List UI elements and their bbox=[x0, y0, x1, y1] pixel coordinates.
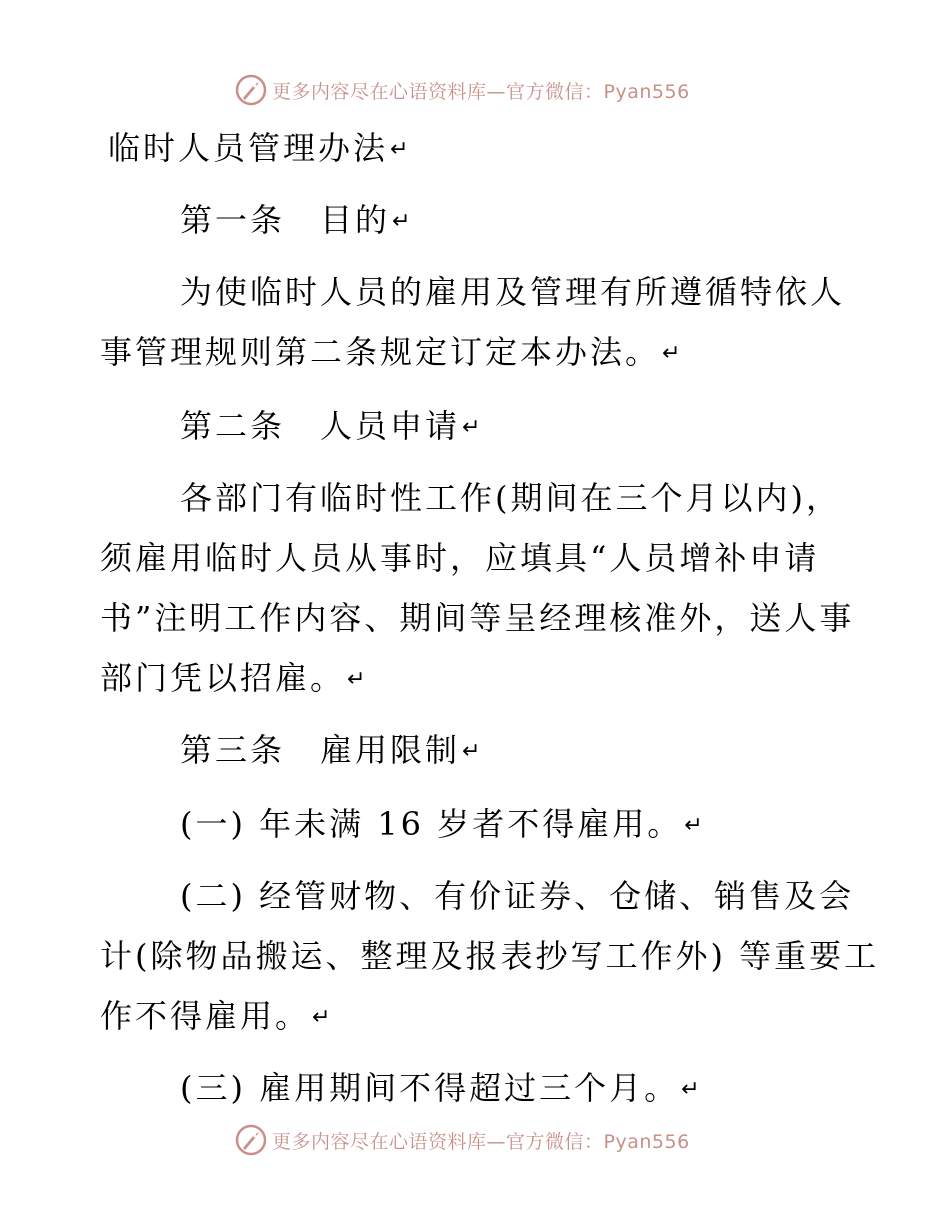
pen-nib-logo-icon bbox=[234, 1123, 268, 1157]
watermark-text: 更多内容尽在心语资料库—官方微信：Pyan556 bbox=[272, 1130, 690, 1153]
paragraph-mark-icon: ↵ bbox=[662, 341, 681, 366]
paragraph-mark-icon: ↵ bbox=[390, 137, 409, 162]
article-1-body-line: 为使临时人员的雇用及管理有所遵循特依人 bbox=[180, 273, 846, 311]
article-1-heading: 第一条 目的↵ bbox=[180, 201, 411, 239]
article-3-item-2-line: (二) 经管财物、有价证券、仓储、销售及会 bbox=[180, 877, 855, 915]
document-title: 临时人员管理办法↵ bbox=[108, 129, 409, 167]
article-3-item-3: (三) 雇用期间不得超过三个月。↵ bbox=[180, 1069, 700, 1107]
article-2-heading: 第二条 人员申请↵ bbox=[180, 407, 481, 445]
watermark-footer bbox=[234, 1120, 690, 1160]
article-3-heading: 第三条 雇用限制↵ bbox=[180, 731, 481, 769]
article-2-body-line: 须雇用临时人员从事时，应填具“人员增补申请 bbox=[100, 539, 820, 577]
paragraph-mark-icon: ↵ bbox=[347, 667, 366, 692]
article-2-body-line: 部门凭以招雇。↵ bbox=[100, 659, 366, 697]
paragraph-mark-icon: ↵ bbox=[684, 813, 703, 838]
article-3-item-2-line: 计(除物品搬运、整理及报表抄写工作外) 等重要工 bbox=[100, 937, 880, 975]
paragraph-mark-icon: ↵ bbox=[681, 1077, 700, 1102]
paragraph-mark-icon: ↵ bbox=[392, 209, 411, 234]
article-1-body-line: 事管理规则第二条规定订定本办法。↵ bbox=[100, 333, 681, 371]
article-2-body-line: 各部门有临时性工作(期间在三个月以内)， bbox=[180, 479, 841, 517]
article-2-body-line: 书”注明工作内容、期间等呈经理核准外，送人事 bbox=[100, 599, 855, 637]
paragraph-mark-icon: ↵ bbox=[462, 739, 481, 764]
article-3-item-2-line: 作不得雇用。↵ bbox=[100, 997, 331, 1035]
paragraph-mark-icon: ↵ bbox=[462, 415, 481, 440]
watermark-text: 更多内容尽在心语资料库—官方微信：Pyan556 bbox=[272, 80, 690, 103]
paragraph-mark-icon: ↵ bbox=[312, 1005, 331, 1030]
watermark-header bbox=[234, 70, 690, 110]
article-3-item-1: (一) 年未满 16 岁者不得雇用。↵ bbox=[180, 805, 703, 843]
pen-nib-logo-icon bbox=[234, 73, 268, 107]
